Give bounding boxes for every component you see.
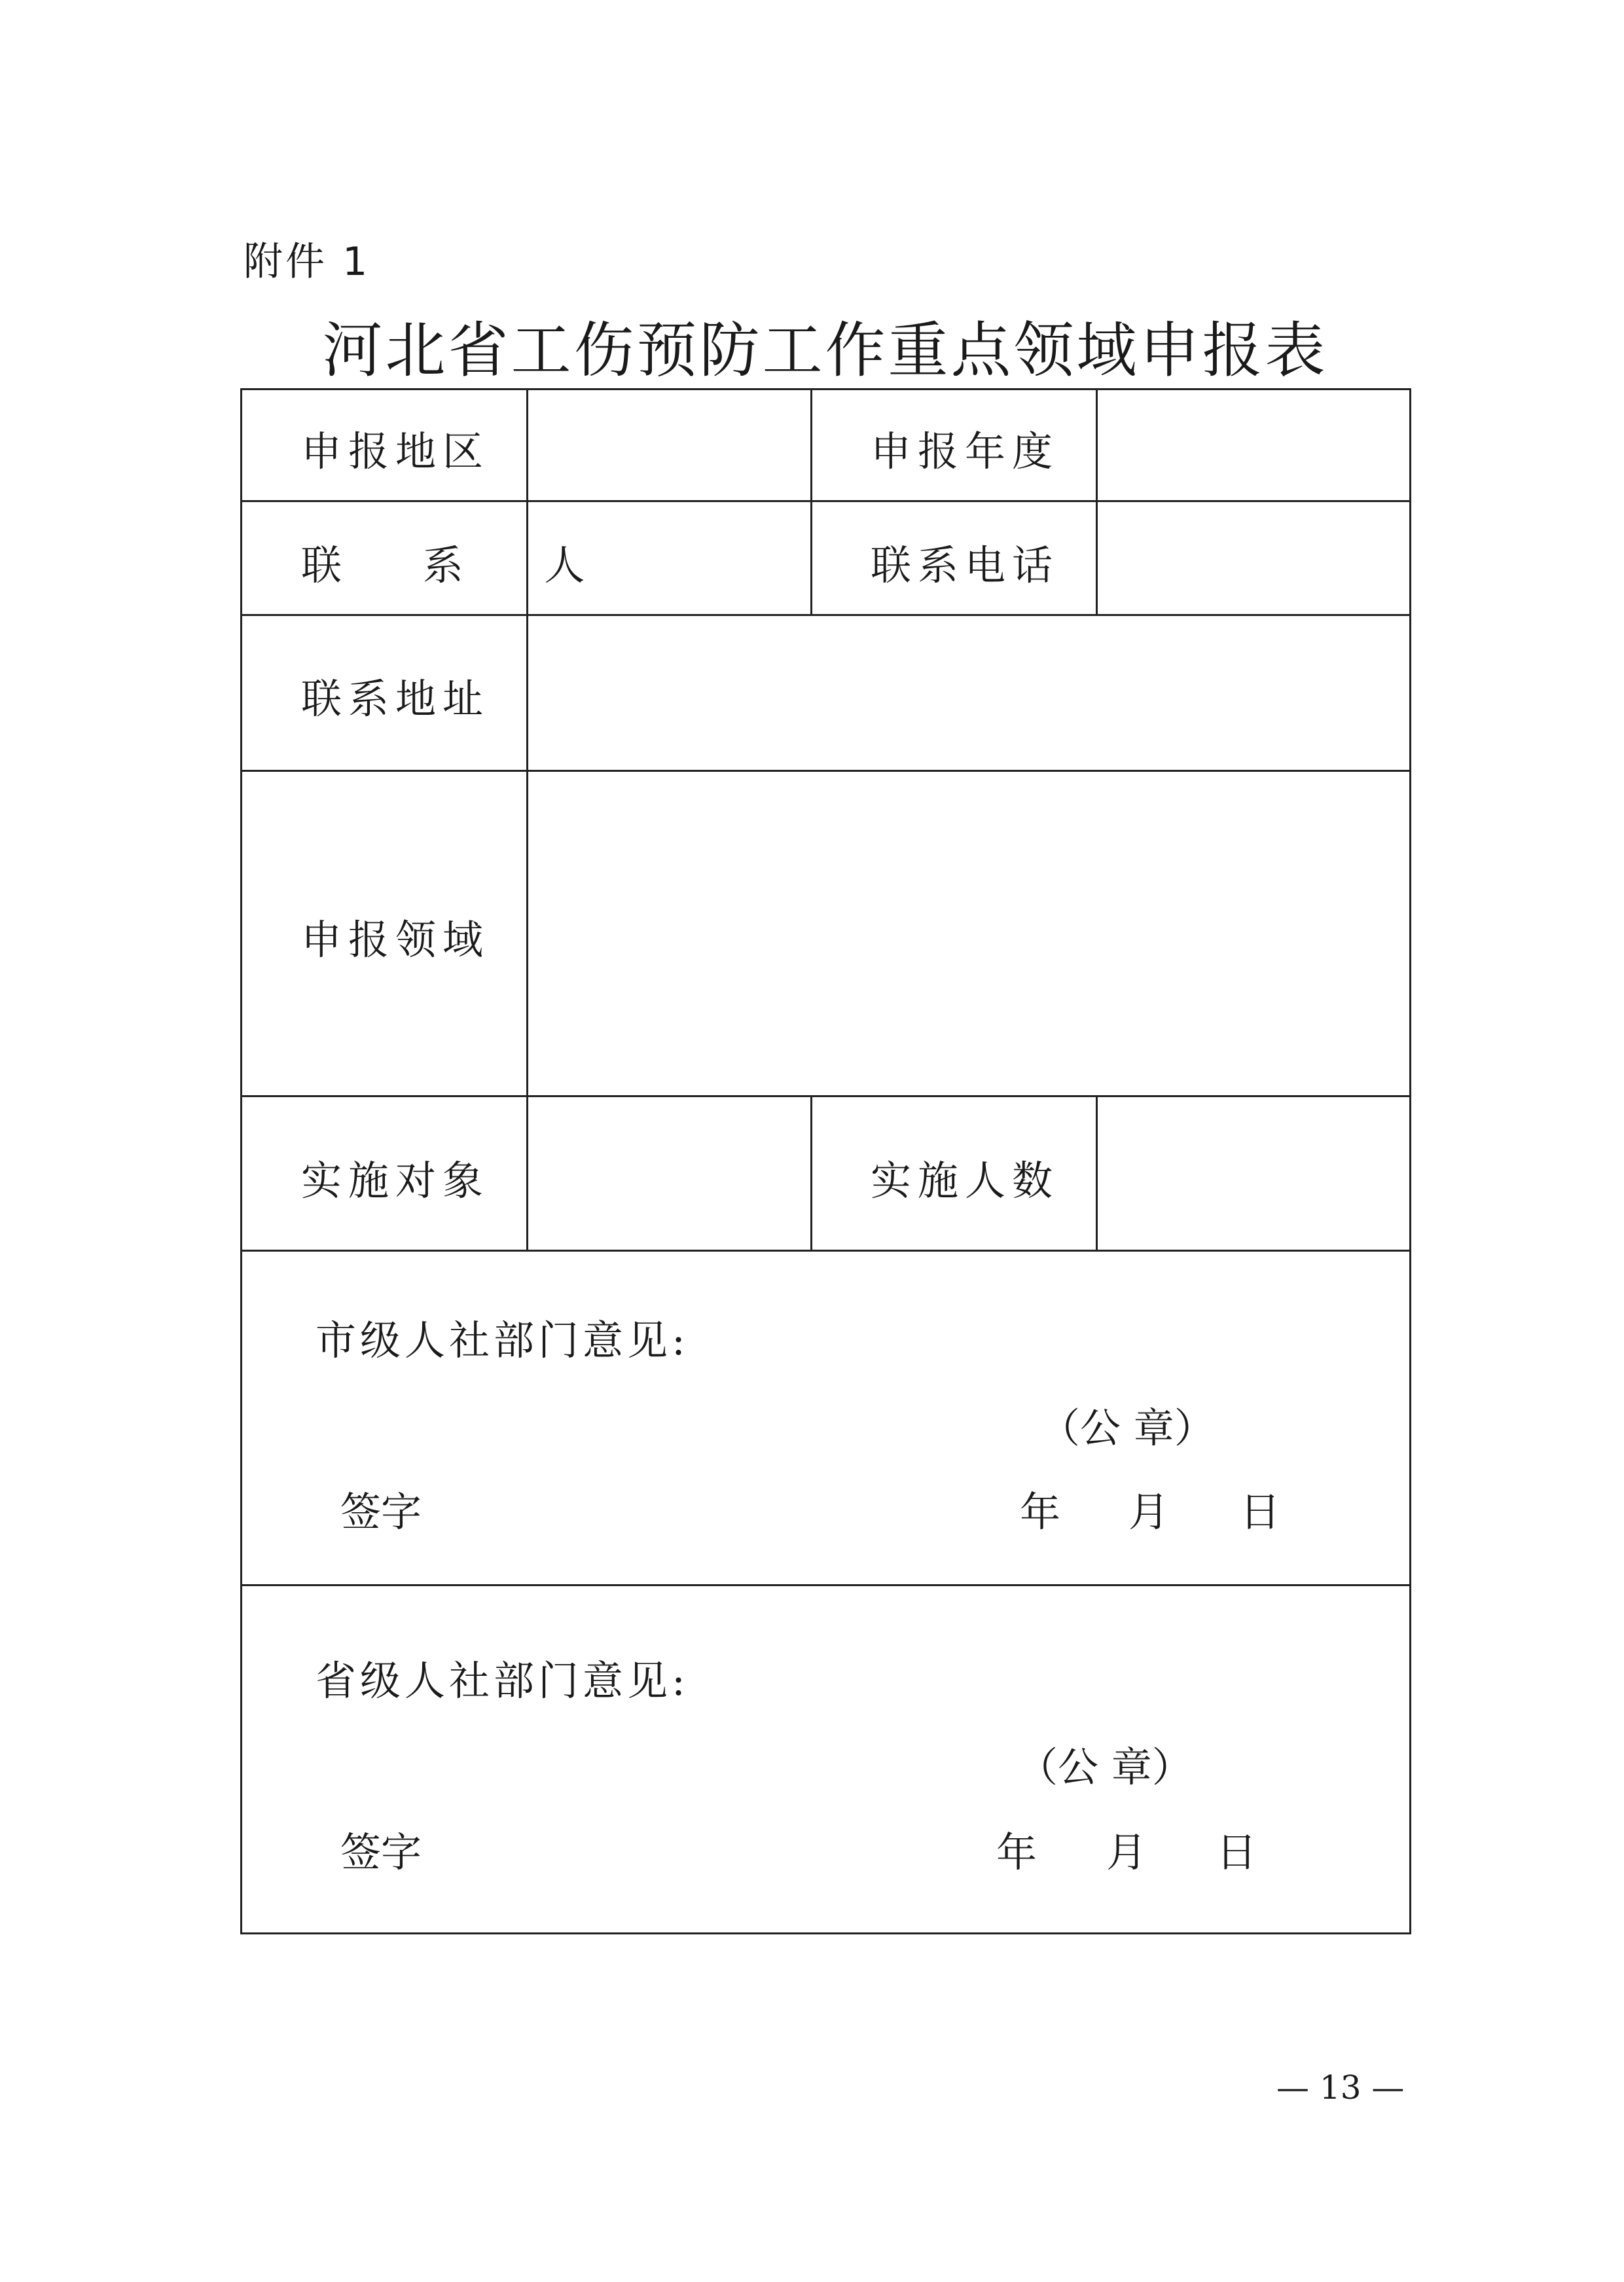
province-date-year: 年 xyxy=(996,1828,1038,1876)
row-divider xyxy=(242,770,1409,772)
row-divider xyxy=(242,1250,1409,1252)
province-stamp: （公 章） xyxy=(1017,1743,1193,1791)
form-title: 河北省工伤预防工作重点领域申报表 xyxy=(322,316,1328,386)
phone-label: 联系电话 xyxy=(871,541,1060,589)
province-sign-label: 签字 xyxy=(340,1828,422,1876)
column-divider xyxy=(1096,1095,1098,1250)
page-number: — 13 — xyxy=(1276,2069,1405,2107)
field-label: 申报领域 xyxy=(301,916,490,964)
attachment-label: 附件 1 xyxy=(244,239,370,285)
city-stamp: （公 章） xyxy=(1039,1404,1215,1452)
city-date-year: 年 xyxy=(1020,1488,1061,1536)
row-divider xyxy=(242,614,1409,616)
city-date-day: 日 xyxy=(1240,1488,1281,1536)
contact-label: 联 系 人 xyxy=(301,541,619,589)
city-sign-label: 签字 xyxy=(340,1488,422,1536)
province-date-day: 日 xyxy=(1216,1828,1257,1876)
column-divider xyxy=(1096,390,1098,614)
province-date-month: 月 xyxy=(1106,1828,1147,1876)
year-label: 申报年度 xyxy=(871,427,1060,475)
target-label: 实施对象 xyxy=(301,1157,490,1204)
row-divider xyxy=(242,1095,1409,1097)
application-form-table xyxy=(240,388,1411,1934)
row-divider xyxy=(242,500,1409,502)
address-label: 联系地址 xyxy=(301,675,490,723)
city-opinion-label: 市级人社部门意见: xyxy=(316,1316,689,1364)
region-label: 申报地区 xyxy=(301,427,490,475)
column-divider xyxy=(526,390,528,1250)
column-divider xyxy=(810,1095,812,1250)
row-divider xyxy=(242,1584,1409,1586)
city-date-month: 月 xyxy=(1128,1488,1170,1536)
column-divider xyxy=(810,390,812,614)
count-label: 实施人数 xyxy=(871,1157,1060,1204)
province-opinion-label: 省级人社部门意见: xyxy=(316,1657,689,1705)
